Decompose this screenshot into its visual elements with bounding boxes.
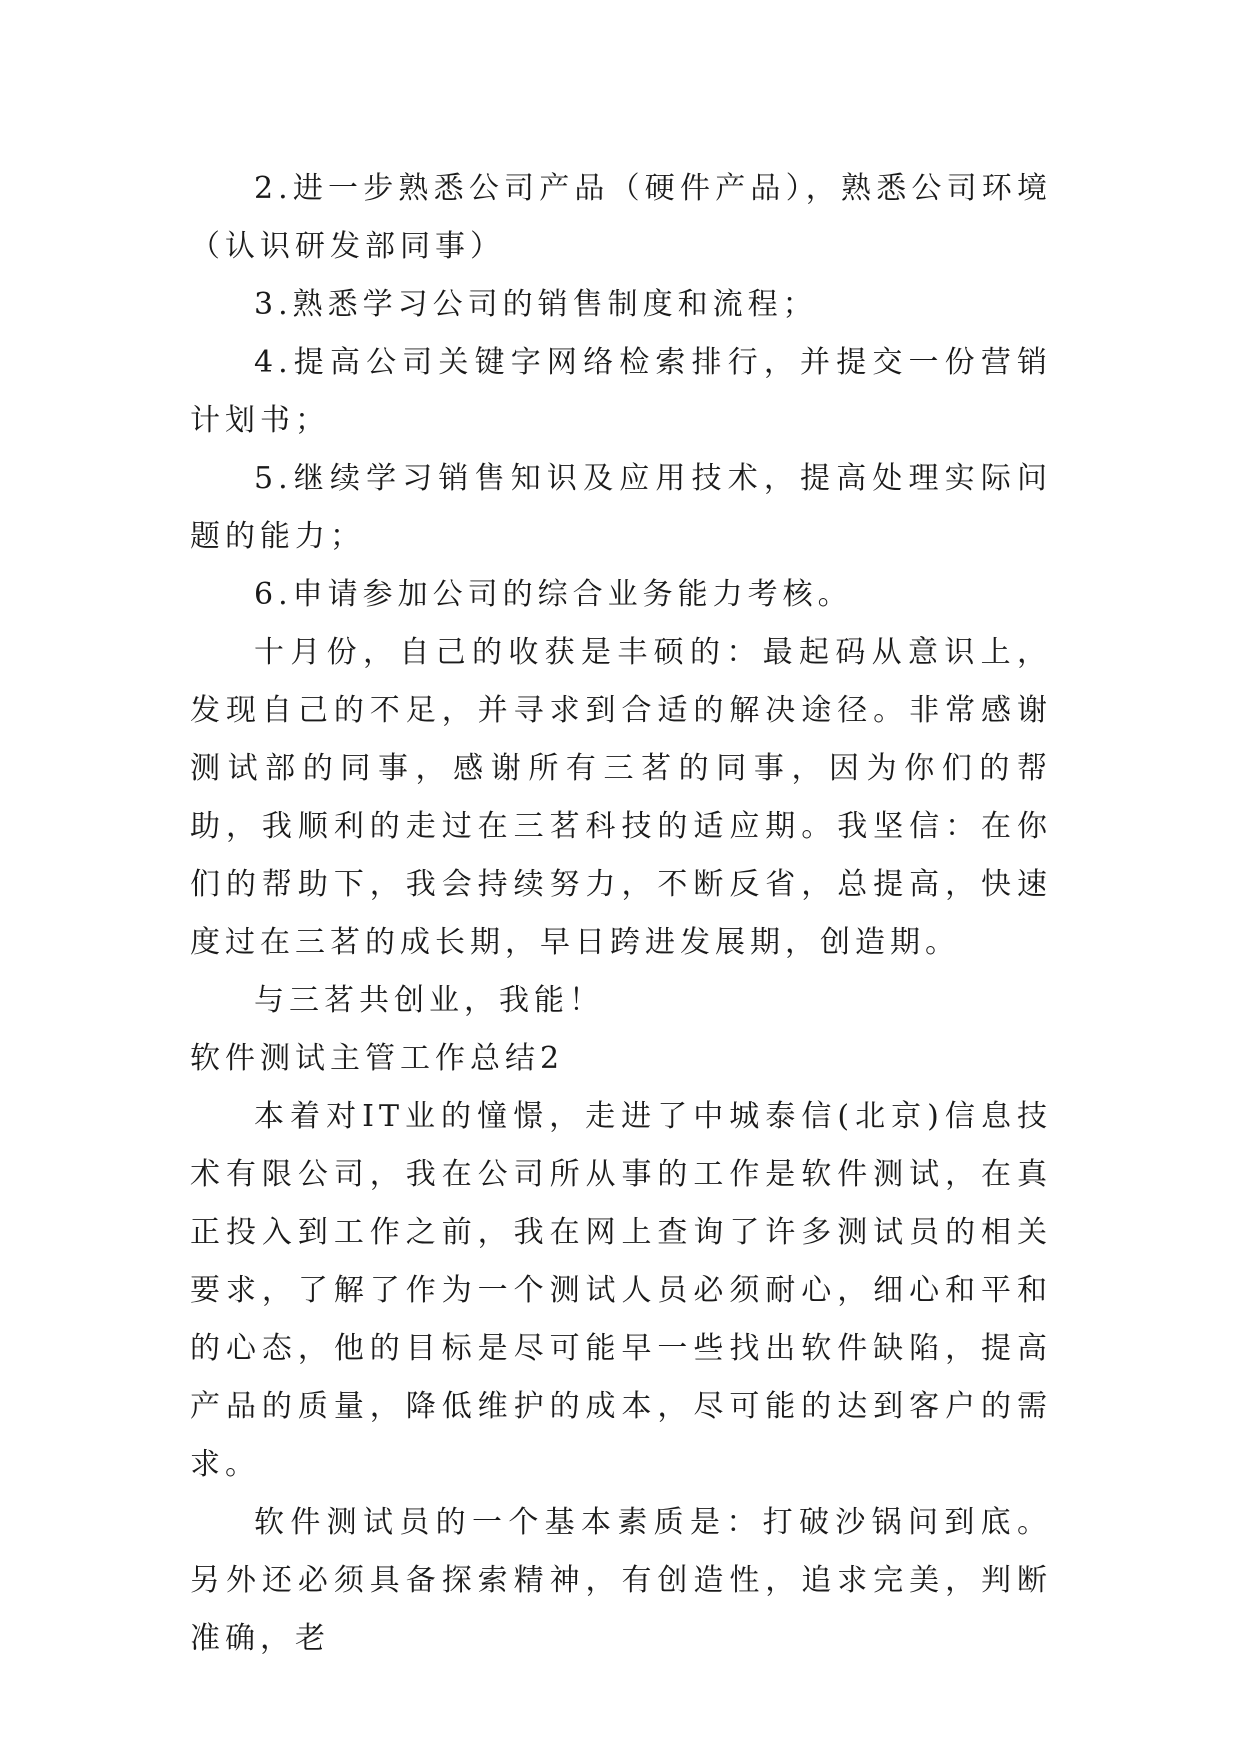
- section-title: 软件测试主管工作总结2: [190, 1041, 565, 1076]
- october-summary-paragraph: 十月份，自己的收获是丰硕的：最起码从意识上，发现自己的不足，并寻求到合适的解决途径。非常感谢测试部的同事，感谢所有三茗的同事，因为你们的帮助，我顺利的走过在三茗科技的适应期。我坚信：在你们的帮助下，我会持续努力，不断反省，总提高，快速度过在三茗的成长期，早日跨进发展期，创造期。: [190, 635, 1052, 960]
- list-item-2: 2.进一步熟悉公司产品（硬件产品），熟悉公司环境（认识研发部同事）: [190, 171, 1052, 264]
- body-paragraph: 本着对IT业的憧憬，走进了中城泰信(北京)信息技术有限公司，我在公司所从事的工作是软件测试，在真正投入到工作之前，我在网上查询了许多测试员的相关要求，了解了作为一个测试人员必须耐心，细心和平和的心态，他的目标是尽可能早一些找出软件缺陷，提高产品的质量，降低维护的成本，尽可能的达到客户的需求。: [190, 1099, 1052, 1482]
- list-item-3: 3.熟悉学习公司的销售制度和流程；: [254, 287, 818, 322]
- closing-slogan: 与三茗共创业，我能！: [254, 983, 604, 1018]
- list-item-6: 6.申请参加公司的综合业务能力考核。: [254, 577, 853, 612]
- document-body: [190, 160, 1052, 1668]
- list-item-5: 5.继续学习销售知识及应用技术，提高处理实际问题的能力；: [190, 461, 1052, 554]
- list-item-4: 4.提高公司关键字网络检索排行，并提交一份营销计划书；: [190, 345, 1052, 438]
- body-paragraph: 软件测试员的一个基本素质是：打破沙锅问到底。另外还必须具备探索精神，有创造性，追求完美，判断准确，老: [190, 1505, 1052, 1656]
